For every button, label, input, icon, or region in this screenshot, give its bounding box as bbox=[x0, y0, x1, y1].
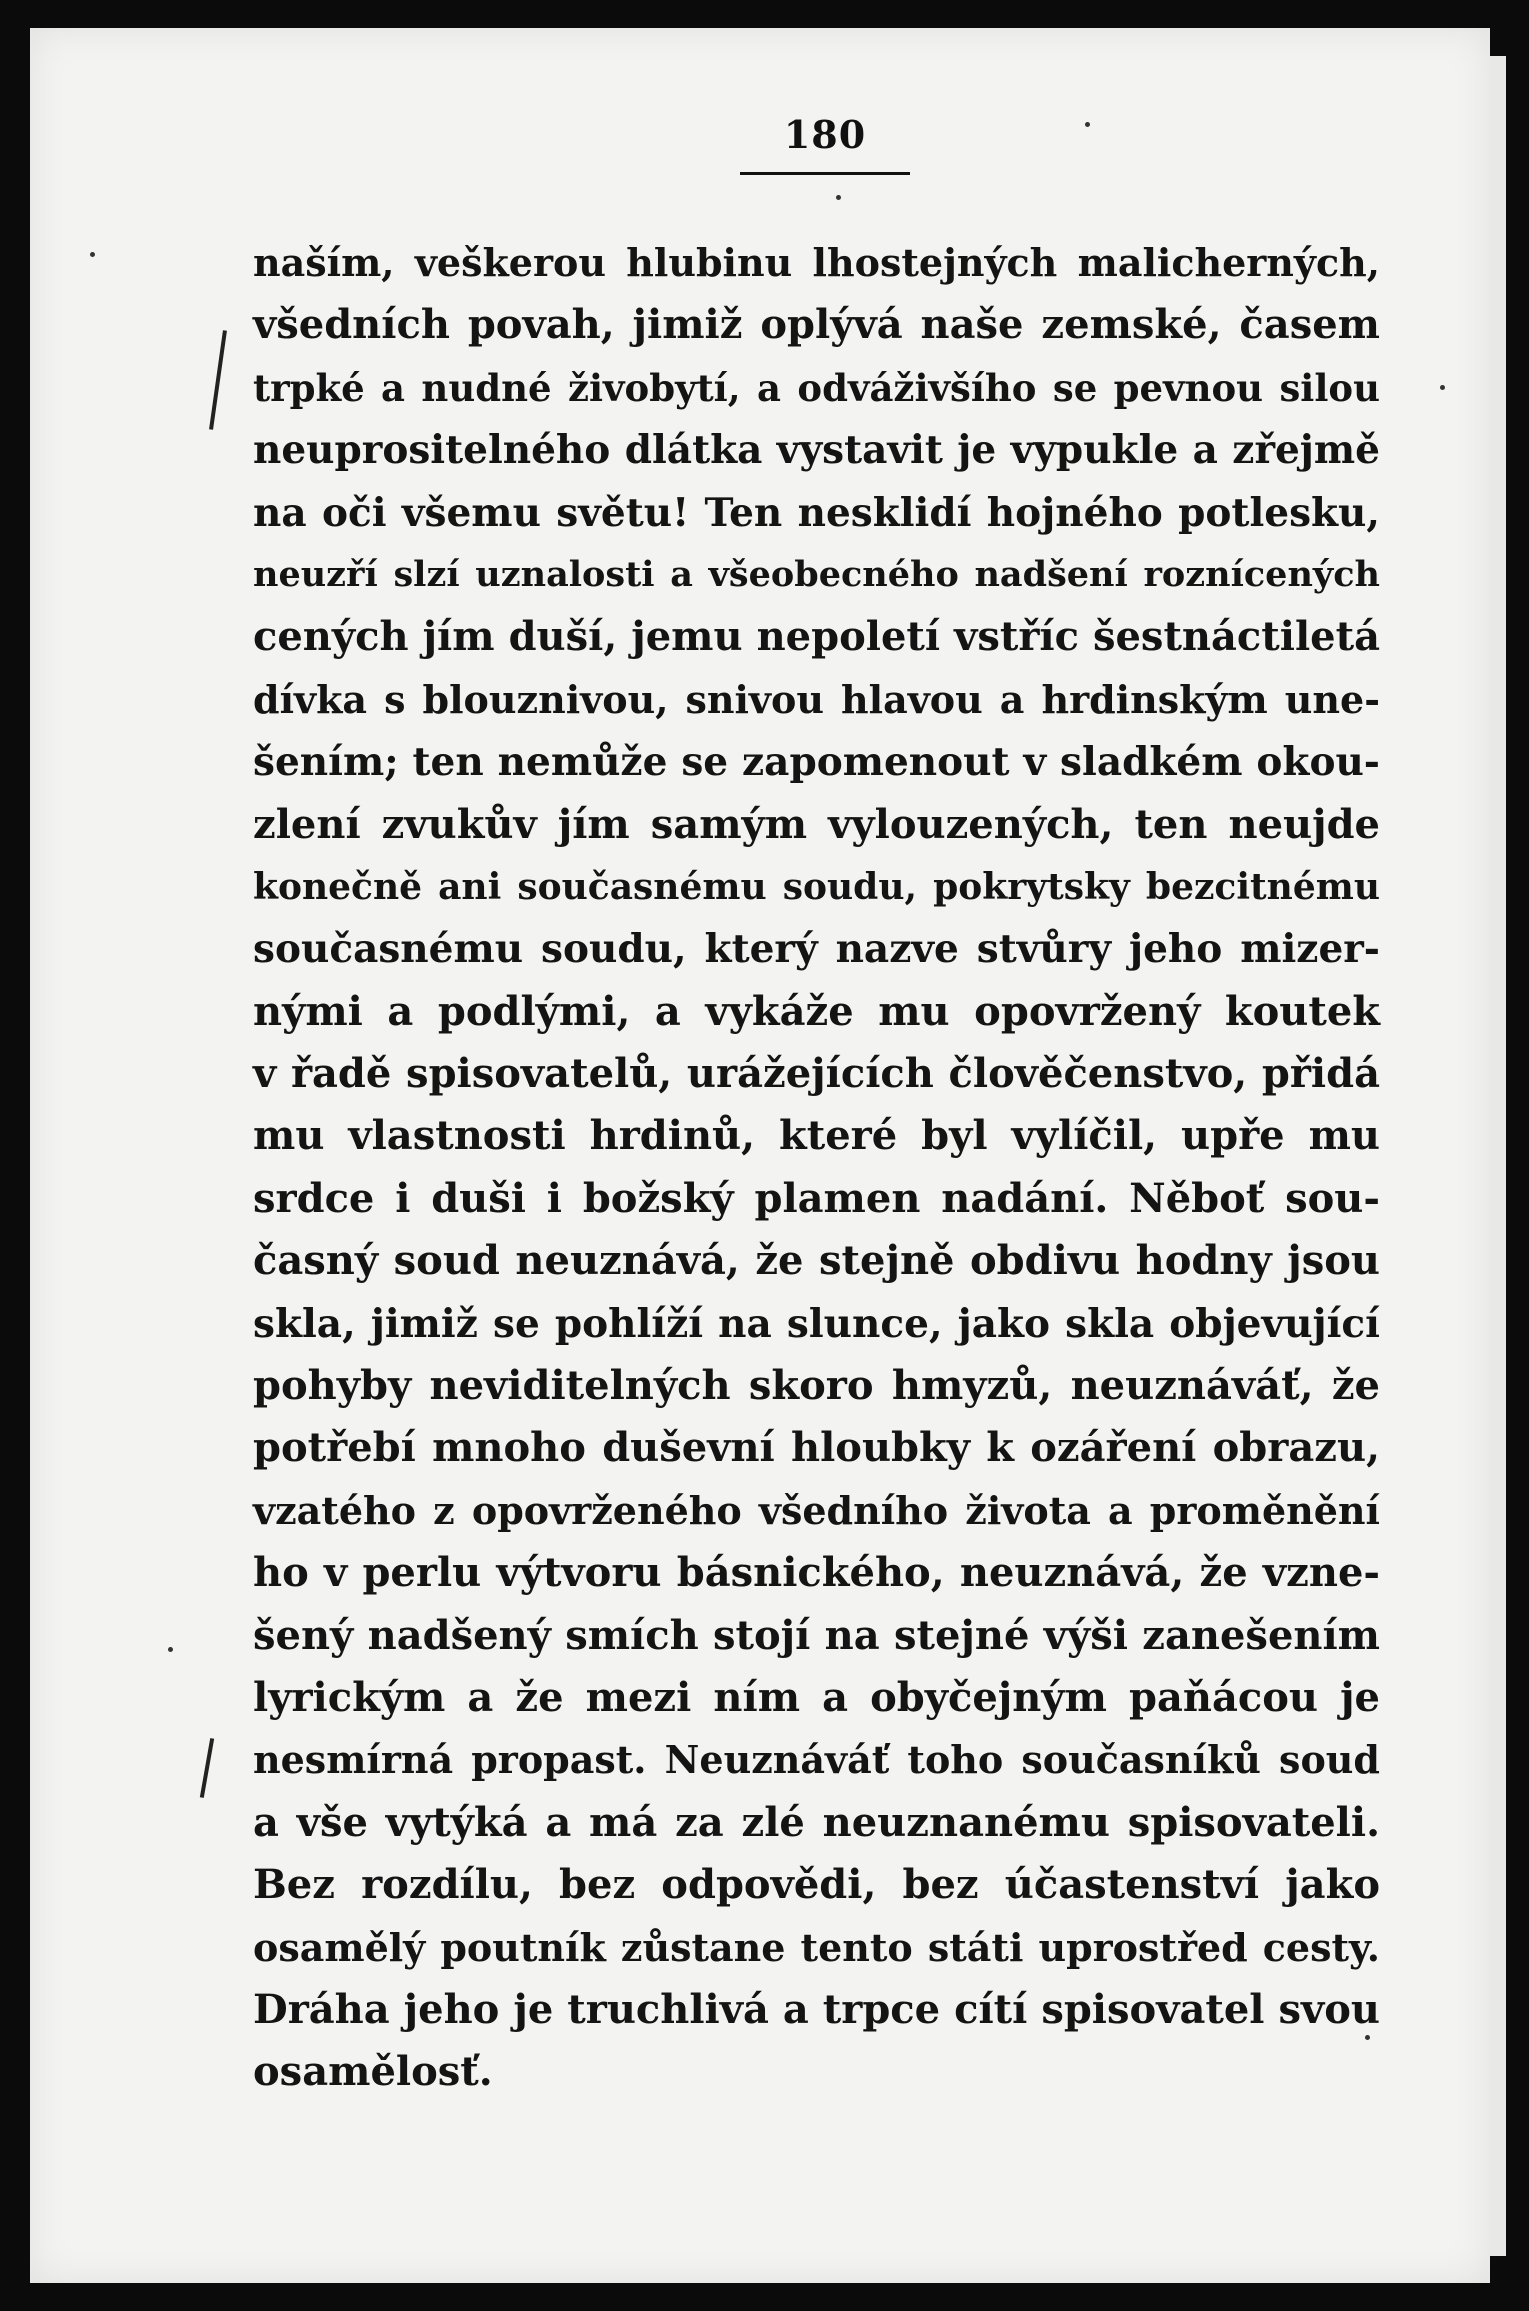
page-number: 180 bbox=[783, 112, 867, 157]
text-line: skla, jimiž se pohlíží na slunce, jako skla objevující bbox=[253, 1300, 1380, 1347]
scan-speck bbox=[168, 1647, 173, 1652]
scan-speck bbox=[90, 252, 95, 257]
text-line: neuzří slzí uznalosti a všeobecného nadšení roznícených bbox=[253, 553, 1380, 595]
text-line: cených jím duší, jemu nepoletí vstříc šestnáctiletá bbox=[253, 613, 1380, 661]
text-line: konečně ani současnému soudu, pokrytsky bezcitnému bbox=[253, 865, 1380, 908]
text-line: vzatého z opovrženého všedního života a proměnění bbox=[253, 1487, 1380, 1533]
page-text bbox=[253, 232, 1380, 2104]
scan-speck bbox=[1440, 385, 1445, 390]
text-line: a vše vytýká a má za zlé neuznanému spisovateli. bbox=[253, 1798, 1380, 1846]
text-line: šením; ten nemůže se zapomenout v sladkém okou- bbox=[253, 739, 1380, 786]
text-line: v řadě spisovatelů, urážejících člověčenstvo, přidá bbox=[253, 1050, 1380, 1098]
text-line: časný soud neuznává, že stejně obdivu hodny jsou bbox=[253, 1237, 1380, 1285]
text-line: Dráha jeho je truchlivá a trpce cítí spisovatel svou bbox=[253, 1985, 1380, 2033]
text-line: naším, veškerou hlubinu lhostejných malicherných, bbox=[253, 240, 1380, 285]
scan-speck bbox=[836, 195, 841, 200]
text-line: srdce i duši i božský plamen nadání. Něboť sou- bbox=[253, 1174, 1380, 1222]
text-line: zlení zvukův jím samým vylouzených, ten neujde bbox=[253, 800, 1380, 848]
text-line: pohyby neviditelných skoro hmyzů, neuznáváť, že bbox=[253, 1362, 1380, 1410]
text-line: potřebí mnoho duševní hloubky k ozáření obrazu, bbox=[253, 1424, 1380, 1472]
text-line: osamělý poutník zůstane tento státi uprostřed cesty. bbox=[253, 1924, 1380, 1970]
adjacent-page-edge bbox=[1490, 56, 1506, 2256]
text-line: trpké a nudné živobytí, a odváživšího se pevnou silou bbox=[253, 365, 1380, 410]
text-line: Bez rozdílu, bez odpovědi, bez účastenství jako bbox=[253, 1861, 1380, 1909]
text-line: nými a podlými, a vykáže mu opovržený koutek bbox=[253, 987, 1380, 1035]
page-number-rule bbox=[740, 172, 910, 175]
text-line: neuprositelného dlátka vystavit je vypukle a zřejmě bbox=[253, 427, 1380, 474]
text-line: osamělosť. bbox=[253, 2048, 493, 2096]
scan-speck bbox=[1085, 122, 1090, 127]
text-line: nesmírná propast. Neuznáváť toho současníků soud bbox=[253, 1737, 1380, 1783]
text-line: na oči všemu světu! Ten nesklidí hojného potlesku, bbox=[253, 489, 1380, 536]
text-line: dívka s blouznivou, snivou hlavou a hrdinským une- bbox=[253, 676, 1380, 722]
text-line: šený nadšený smích stojí na stejné výši zanešením bbox=[253, 1611, 1380, 1659]
text-line: lyrickým a že mezi ním a obyčejným paňácou je bbox=[253, 1673, 1380, 1721]
text-line: všedních povah, jimiž oplývá naše zemské, časem bbox=[253, 301, 1380, 349]
text-line: ho v perlu výtvoru básnického, neuznává, že vzne- bbox=[253, 1549, 1380, 1597]
text-line: současnému soudu, který nazve stvůry jeho mizer- bbox=[253, 926, 1380, 973]
text-line: mu vlastnosti hrdinů, které byl vylíčil, upře mu bbox=[253, 1112, 1380, 1160]
